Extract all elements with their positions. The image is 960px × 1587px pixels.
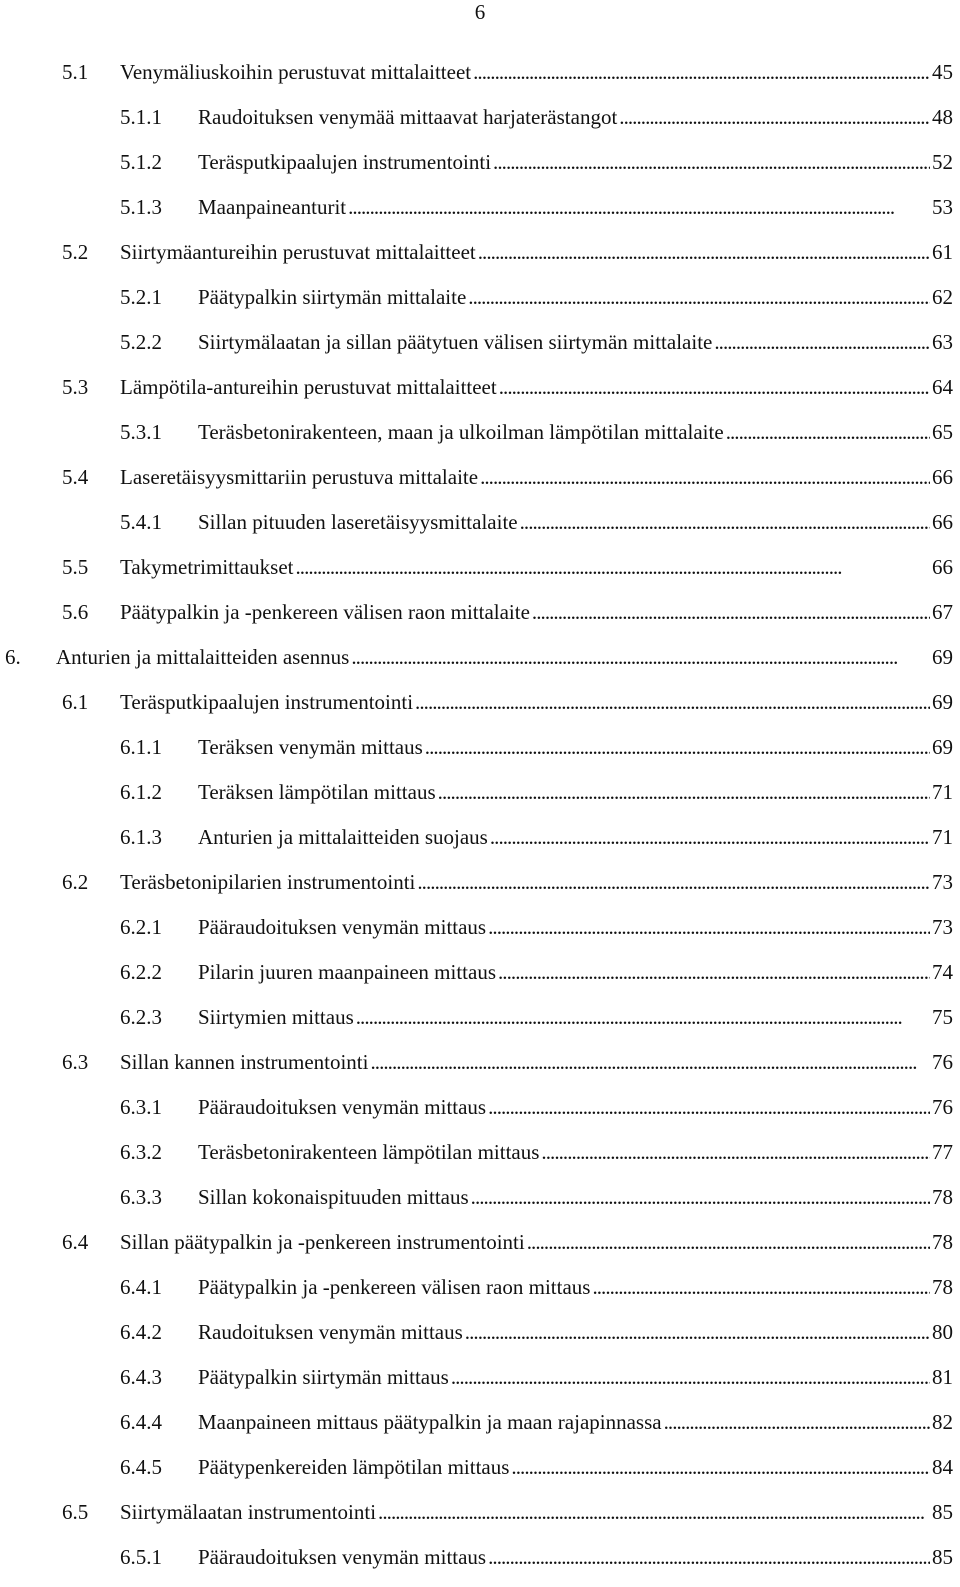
dot-leader (488, 912, 930, 942)
toc-entry-page: 63 (932, 330, 953, 354)
toc-entry-title: Pääraudoituksen venymän mittaus (198, 1545, 487, 1569)
dot-leader (488, 1542, 930, 1572)
dot-leader (619, 102, 930, 132)
toc-entry-page: 76 (932, 1050, 953, 1074)
toc-entry-number: 6.1.1 (120, 735, 162, 759)
toc-entry-line (198, 1542, 953, 1572)
toc-entry-page: 71 (932, 825, 953, 849)
toc-entry-number: 6.2.1 (120, 915, 162, 939)
toc-entry-line (198, 822, 953, 852)
toc-entry[interactable] (0, 147, 960, 192)
toc-entry-number: 6.3 (62, 1050, 89, 1074)
dot-leader (425, 732, 930, 762)
toc-entry-line (198, 1317, 953, 1347)
toc-entry[interactable] (0, 102, 960, 147)
toc-entry-page: 85 (932, 1545, 953, 1569)
toc-entry[interactable] (0, 912, 960, 957)
toc-entry-number: 6.1.2 (120, 780, 162, 804)
toc-entry-line (198, 417, 953, 447)
toc-entry-number: 5.2 (62, 240, 89, 264)
toc-entry[interactable] (0, 1092, 960, 1137)
toc-entry-line (120, 687, 953, 717)
toc-entry-page: 53 (932, 195, 953, 219)
toc-entry-line (198, 1137, 953, 1167)
toc-entry-page: 61 (932, 240, 953, 264)
dot-leader (714, 327, 930, 357)
toc-entry-line (198, 777, 953, 807)
dot-leader (527, 1227, 930, 1257)
dot-leader (541, 1137, 930, 1167)
dot-leader (473, 57, 930, 87)
toc-entry-title: Päätypalkin ja -penkereen välisen raon mittaus (198, 1275, 591, 1299)
dot-leader (438, 777, 930, 807)
dot-leader (415, 687, 930, 717)
toc-entry-line (198, 957, 953, 987)
toc-entry-line (120, 1047, 953, 1077)
toc-entry[interactable] (0, 597, 960, 642)
toc-entry-line (120, 237, 953, 267)
toc-entry-page: 81 (932, 1365, 953, 1389)
toc-entry-line (198, 507, 953, 537)
dot-leader (520, 507, 930, 537)
toc-entry-line (198, 1452, 953, 1482)
toc-entry-title: Sillan päätypalkin ja -penkereen instrumentointi (120, 1230, 525, 1254)
toc-entry-line (198, 732, 953, 762)
toc-entry-number: 5.2.1 (120, 285, 162, 309)
toc-entry-title: Teräsbetonirakenteen, maan ja ulkoilman lämpötilan mittalaite (198, 420, 724, 444)
toc-entry-page: 78 (932, 1185, 953, 1209)
toc-entry-title: Pääraudoituksen venymän mittaus (198, 915, 487, 939)
toc-entry-line (198, 1362, 953, 1392)
toc-entry[interactable] (0, 642, 960, 687)
toc-entry-number: 5.4 (62, 465, 89, 489)
toc-entry[interactable] (0, 822, 960, 867)
dot-leader (490, 822, 930, 852)
toc-entry-line (198, 1092, 953, 1122)
toc-entry-number: 6.4.5 (120, 1455, 162, 1479)
dot-leader (417, 867, 930, 897)
toc-entry-page: 45 (932, 60, 953, 84)
toc-entry-title: Siirtymälaatan instrumentointi (120, 1500, 377, 1524)
dot-leader (726, 417, 930, 447)
toc-entry-page: 67 (932, 600, 953, 624)
toc-entry[interactable] (0, 1047, 960, 1092)
dot-leader (351, 642, 930, 672)
toc-entry-title: Sillan pituuden laseretäisyysmittalaite (198, 510, 518, 534)
toc-entry[interactable] (0, 1137, 960, 1182)
toc-entry-title: Teräsbetonipilarien instrumentointi (120, 870, 416, 894)
toc-entry-page: 80 (932, 1320, 953, 1344)
toc-entry-line (198, 912, 953, 942)
toc-entry-page: 66 (932, 465, 953, 489)
toc-entry-title: Päätypalkin ja -penkereen välisen raon mittalaite (120, 600, 530, 624)
dot-leader (511, 1452, 930, 1482)
toc-entry-number: 6.2 (62, 870, 89, 894)
toc-entry-line (198, 102, 953, 132)
toc-entry-page: 65 (932, 420, 953, 444)
toc-entry-line (198, 192, 953, 222)
toc-entry-title: Päätypalkin siirtymän mittalaite (198, 285, 467, 309)
toc-entry-page: 84 (932, 1455, 953, 1479)
toc-entry[interactable] (0, 1002, 960, 1047)
toc-entry-number: 6.3.3 (120, 1185, 162, 1209)
toc-entry-line (198, 1272, 953, 1302)
toc-entry-title: Lämpötila-antureihin perustuvat mittalaitteet (120, 375, 497, 399)
toc-entry-line (120, 1497, 953, 1527)
toc-entry[interactable] (0, 1182, 960, 1227)
toc-entry[interactable] (0, 687, 960, 732)
toc-entry-title: Laseretäisyysmittariin perustuva mittalaite (120, 465, 479, 489)
dot-leader (451, 1362, 930, 1392)
toc-entry[interactable] (0, 237, 960, 282)
toc-entry-title: Takymetrimittaukset (120, 555, 294, 579)
toc-entry-line (120, 1227, 953, 1257)
toc-entry-title: Pääraudoituksen venymän mittaus (198, 1095, 487, 1119)
page-number: 6 (474, 0, 486, 24)
toc-entry-title: Sillan kannen instrumentointi (120, 1050, 369, 1074)
toc-entry-number: 6.4 (62, 1230, 89, 1254)
toc-entry-page: 78 (932, 1275, 953, 1299)
toc-entry-page: 66 (932, 510, 953, 534)
toc-entry-number: 6.4.3 (120, 1365, 162, 1389)
toc-entry[interactable] (0, 732, 960, 777)
dot-leader (378, 1497, 930, 1527)
toc-entry-line (120, 57, 953, 87)
toc-entry-title: Maanpaineen mittaus päätypalkin ja maan rajapinnassa (198, 1410, 662, 1434)
toc-entry-line (120, 462, 953, 492)
toc-entry-title: Anturien ja mittalaitteiden suojaus (198, 825, 488, 849)
toc-entry-page: 73 (932, 915, 953, 939)
toc-entry[interactable] (0, 867, 960, 912)
toc-entry-page: 69 (932, 645, 953, 669)
toc-entry-page: 75 (932, 1005, 953, 1029)
toc-entry-number: 6.2.3 (120, 1005, 162, 1029)
toc-entry-title: Raudoituksen venymän mittaus (198, 1320, 463, 1344)
toc-entry-title: Teräsputkipaalujen instrumentointi (198, 150, 492, 174)
toc-entry-page: 76 (932, 1095, 953, 1119)
toc-entry-title: Raudoituksen venymää mittaavat harjaterästangot (198, 105, 618, 129)
dot-leader (499, 372, 930, 402)
toc-entry-number: 5.1.2 (120, 150, 162, 174)
toc-entry-page: 48 (932, 105, 953, 129)
toc-entry-title: Maanpaineanturit (198, 195, 347, 219)
toc-entry-title: Pilarin juuren maanpaineen mittaus (198, 960, 496, 984)
dot-leader (465, 1317, 930, 1347)
toc-entry-number: 5.1 (62, 60, 89, 84)
toc-entry[interactable] (0, 1542, 960, 1587)
toc-entry-page: 77 (932, 1140, 953, 1164)
toc-entry-page: 69 (932, 735, 953, 759)
toc-entry-page: 82 (932, 1410, 953, 1434)
dot-leader (498, 957, 930, 987)
toc-entry[interactable] (0, 507, 960, 552)
toc-entry-number: 5.6 (62, 600, 89, 624)
toc-entry-number: 5.1.1 (120, 105, 162, 129)
toc-entry[interactable] (0, 192, 960, 237)
toc-entry-number: 6.2.2 (120, 960, 162, 984)
toc-entry[interactable] (0, 1227, 960, 1272)
toc-entry[interactable] (0, 372, 960, 417)
toc-entry-number: 6.5 (62, 1500, 89, 1524)
toc-entry-page: 62 (932, 285, 953, 309)
dot-leader (348, 192, 930, 222)
toc-entry-title: Teräsputkipaalujen instrumentointi (120, 690, 414, 714)
toc-entry-number: 6.3.2 (120, 1140, 162, 1164)
dot-leader (664, 1407, 930, 1437)
toc-entry-page: 52 (932, 150, 953, 174)
toc-entry-number: 5.4.1 (120, 510, 162, 534)
toc-entry-title: Teräksen lämpötilan mittaus (198, 780, 436, 804)
toc-entry-line (120, 597, 953, 627)
toc-entry-line (120, 867, 953, 897)
toc-entry-page: 69 (932, 690, 953, 714)
dot-leader (478, 237, 930, 267)
toc-entry[interactable] (0, 957, 960, 1002)
toc-entry-title: Siirtymälaatan ja sillan päätytuen välisen siirtymän mittalaite (198, 330, 713, 354)
dot-leader (592, 1272, 930, 1302)
toc-entry-number: 5.1.3 (120, 195, 162, 219)
toc-entry-page: 64 (932, 375, 953, 399)
toc-entry-number: 5.3.1 (120, 420, 162, 444)
toc-entry-page: 66 (932, 555, 953, 579)
toc-entry-number: 6.1.3 (120, 825, 162, 849)
toc-entry-line (198, 282, 953, 312)
toc-entry-number: 5.5 (62, 555, 89, 579)
toc-entry[interactable] (0, 282, 960, 327)
dot-leader (488, 1092, 930, 1122)
toc-entry[interactable] (0, 57, 960, 102)
toc-entry[interactable] (0, 417, 960, 462)
toc-entry[interactable] (0, 1272, 960, 1317)
toc-entry-page: 73 (932, 870, 953, 894)
toc-entry-number: 6.4.4 (120, 1410, 162, 1434)
toc-entry[interactable] (0, 1317, 960, 1362)
dot-leader (471, 1182, 930, 1212)
toc-entry[interactable] (0, 1407, 960, 1452)
toc-entry[interactable] (0, 1452, 960, 1497)
toc-entry-title: Venymäliuskoihin perustuvat mittalaitteet (120, 60, 472, 84)
toc-entry-page: 71 (932, 780, 953, 804)
toc-entry-title: Päätypalkin siirtymän mittaus (198, 1365, 449, 1389)
toc-entry-page: 85 (932, 1500, 953, 1524)
toc-entry-line (56, 642, 953, 672)
toc-entry[interactable] (0, 1497, 960, 1542)
toc-entry-line (198, 1407, 953, 1437)
toc-entry-number: 5.2.2 (120, 330, 162, 354)
toc-entry-line (120, 372, 953, 402)
toc-entry-title: Päätypenkereiden lämpötilan mittaus (198, 1455, 510, 1479)
toc-entry-title: Sillan kokonaispituuden mittaus (198, 1185, 469, 1209)
toc-entry-title: Teräsbetonirakenteen lämpötilan mittaus (198, 1140, 540, 1164)
dot-leader (480, 462, 930, 492)
toc-entry[interactable] (0, 777, 960, 822)
toc-entry-title: Teräksen venymän mittaus (198, 735, 423, 759)
toc-entry-page: 74 (932, 960, 953, 984)
toc-entry-title: Anturien ja mittalaitteiden asennus (56, 645, 350, 669)
toc-entry-number: 6.3.1 (120, 1095, 162, 1119)
toc-entry-number: 5.3 (62, 375, 89, 399)
toc-entry-line (120, 552, 953, 582)
toc-entry[interactable] (0, 327, 960, 372)
toc-entry-line (198, 1002, 953, 1032)
toc-entry[interactable] (0, 462, 960, 507)
dot-leader (370, 1047, 930, 1077)
toc-entry-line (198, 147, 953, 177)
dot-leader (493, 147, 930, 177)
toc-entry[interactable] (0, 552, 960, 597)
toc-entry-title: Siirtymäantureihin perustuvat mittalaitteet (120, 240, 476, 264)
toc-entry-number: 6. (5, 645, 21, 669)
toc-entry-number: 6.4.1 (120, 1275, 162, 1299)
dot-leader (468, 282, 930, 312)
toc-entry-line (198, 1182, 953, 1212)
table-of-contents (0, 57, 960, 1587)
dot-leader (296, 552, 931, 582)
toc-entry[interactable] (0, 1362, 960, 1407)
toc-entry-page: 78 (932, 1230, 953, 1254)
toc-entry-line (198, 327, 953, 357)
dot-leader (356, 1002, 930, 1032)
toc-entry-number: 6.1 (62, 690, 89, 714)
toc-entry-number: 6.4.2 (120, 1320, 162, 1344)
toc-entry-title: Siirtymien mittaus (198, 1005, 354, 1029)
toc-entry-number: 6.5.1 (120, 1545, 162, 1569)
dot-leader (532, 597, 930, 627)
